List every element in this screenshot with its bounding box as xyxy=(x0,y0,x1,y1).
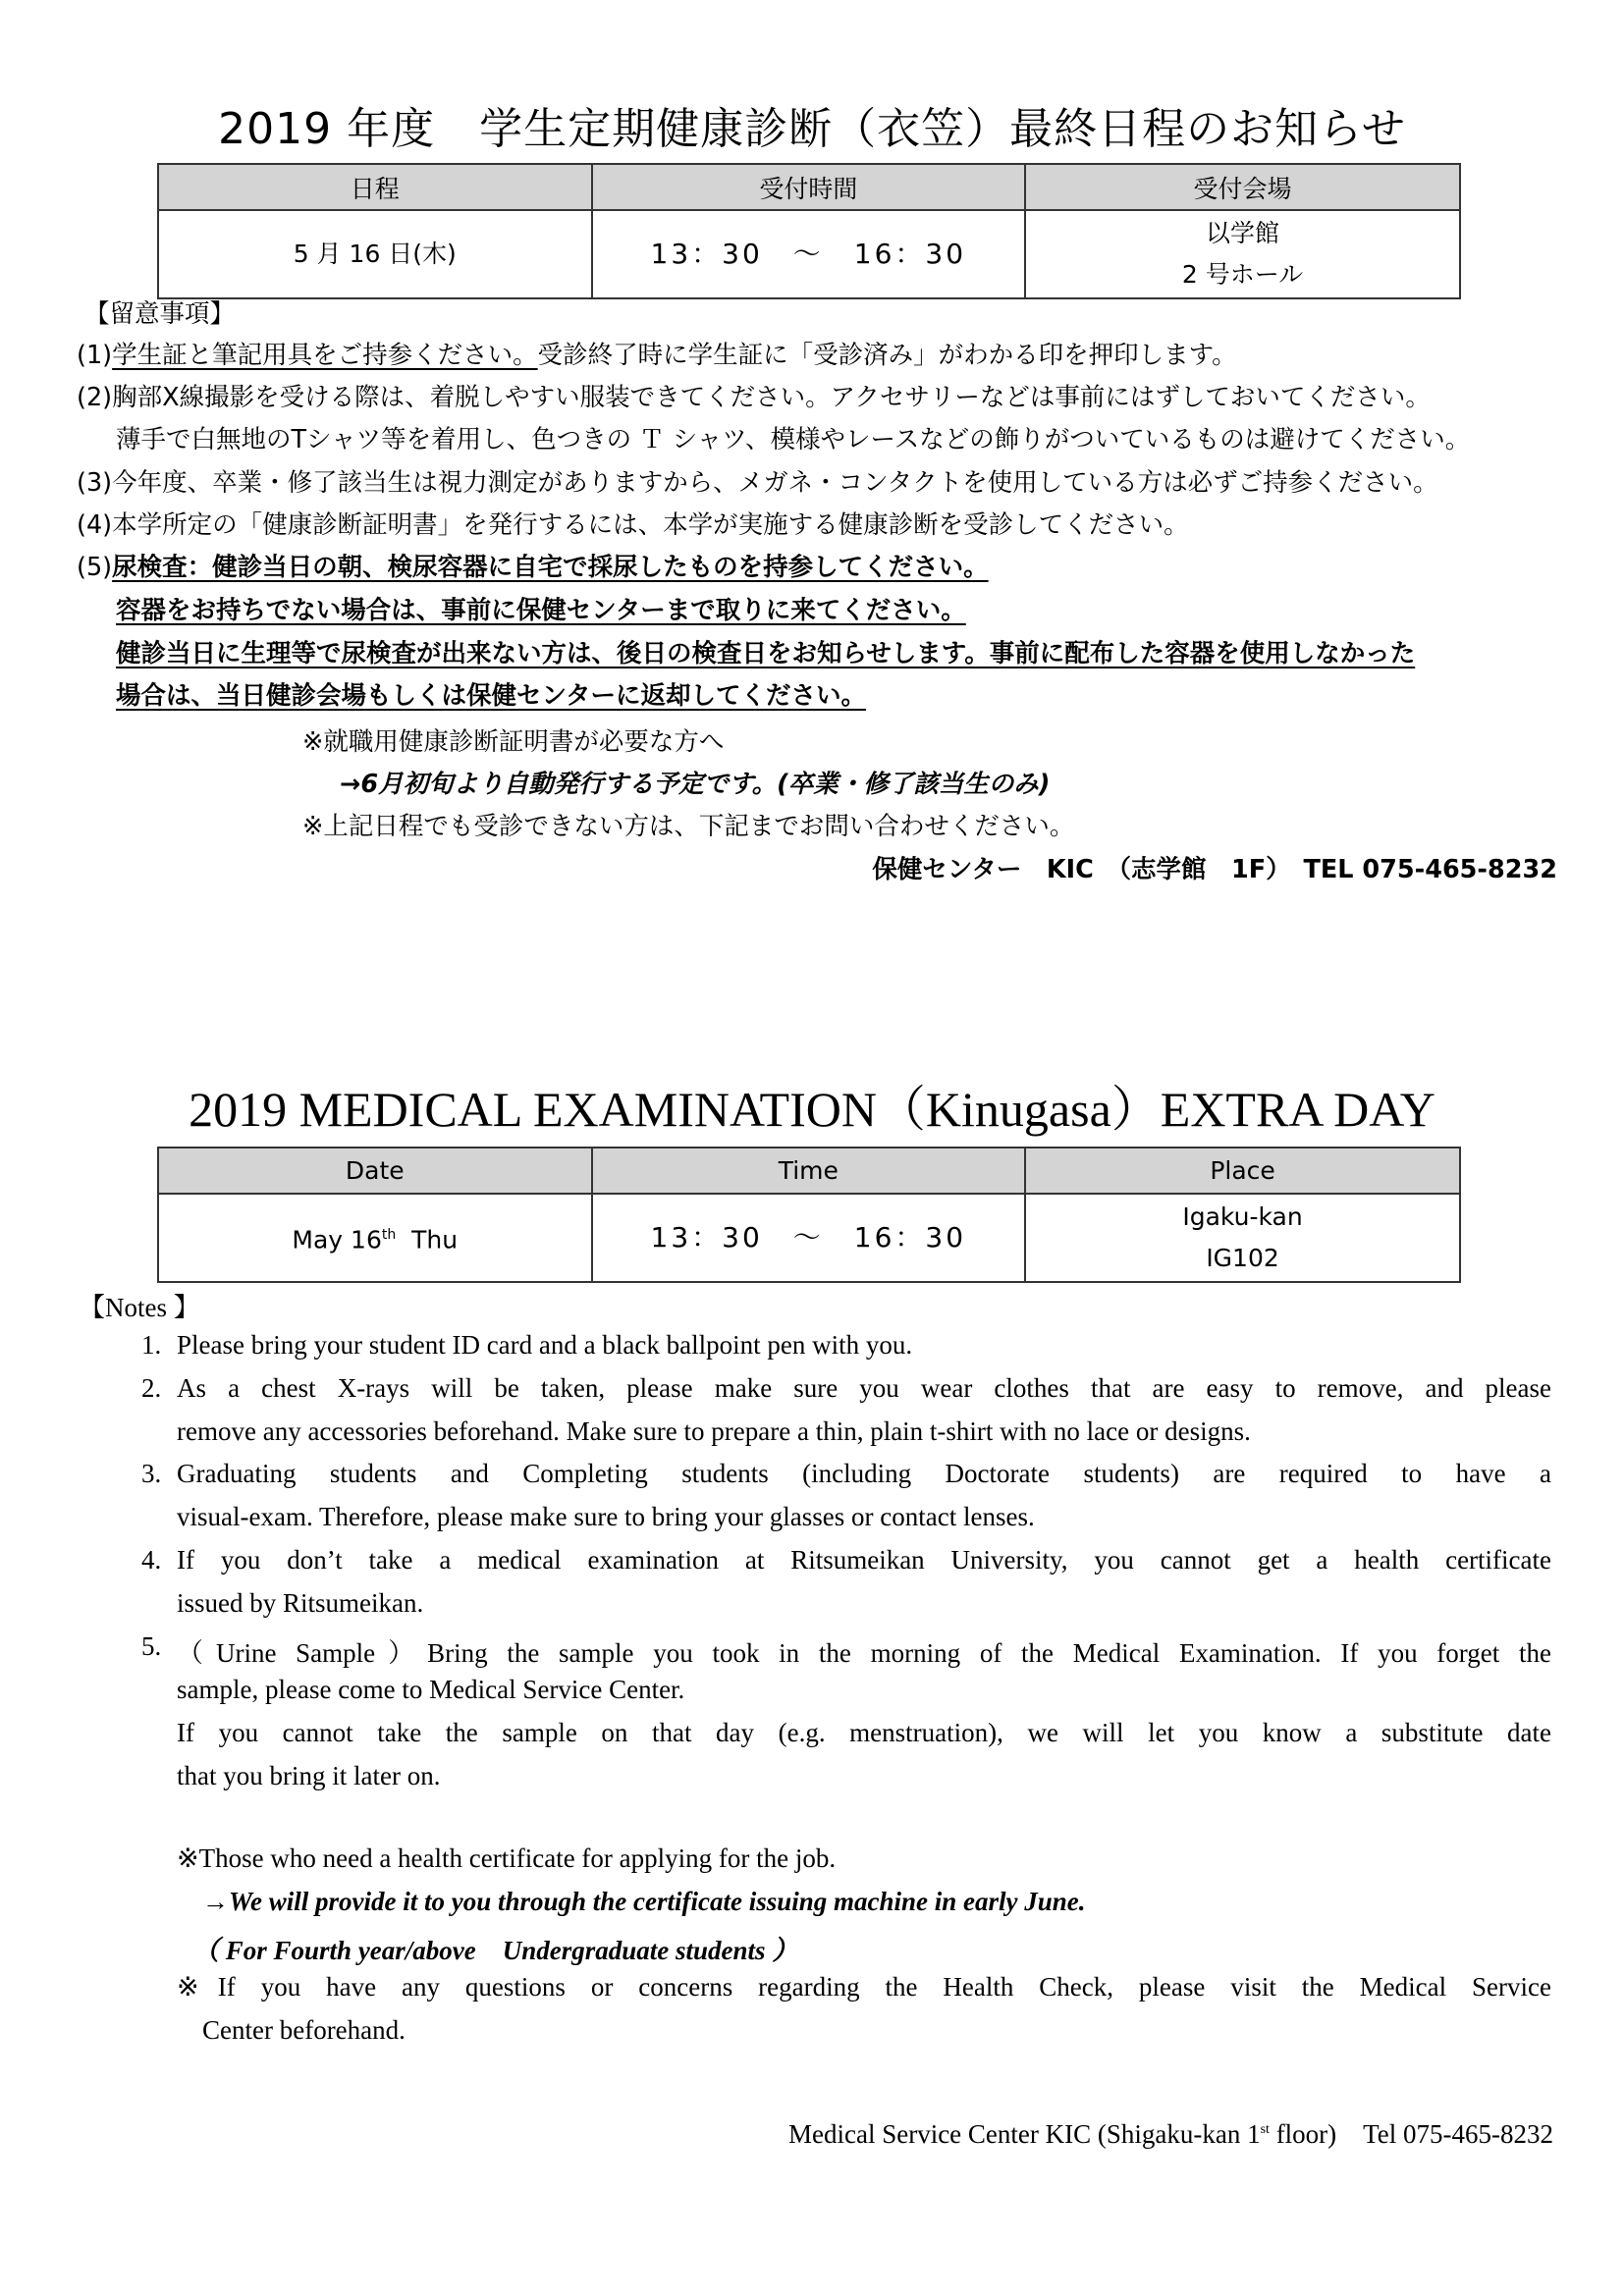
cell-time: 13：30 ～ 16：30 xyxy=(592,210,1026,298)
extra-3-jp: ※上記日程でも受診できない方は、下記までお問い合わせください。 xyxy=(302,812,1075,841)
cell-venue xyxy=(1025,210,1460,298)
col-header-venue: 受付会場 xyxy=(1025,164,1460,210)
place-line-2: IG102 xyxy=(1206,1244,1279,1272)
note-2b-en: remove any accessories beforehand. Make sure to prepare a thin, plain t-shirt with no lace or designs. xyxy=(177,1416,1251,1446)
note-5a-jp: (5)尿検査：健診当日の朝、検尿容器に自宅で採尿したものを持参してください。 xyxy=(77,553,989,582)
extra-3-en: （ For Fourth year/above Undergraduate students ） xyxy=(192,1936,799,1965)
note-4b-en: issued by Ritsumeikan. xyxy=(177,1588,424,1618)
note-5d-jp: 場合は、当日健診会場もしくは保健センターに返却してください。 xyxy=(116,681,866,711)
venue-line-2: 2 号ホール xyxy=(1181,260,1304,289)
contact-jp: 保健センター KIC （志学館 1F） TEL 075-465-8232 xyxy=(872,855,1557,884)
note-5d-en: that you bring it later on. xyxy=(177,1761,441,1790)
notes-heading-jp: 【留意事項】 xyxy=(84,299,236,329)
note-4a-en: If you don’t take a medical examination at Ritsumeikan University, you cannot get a health certificate xyxy=(177,1545,1551,1575)
note-5b-en: sample, please come to Medical Service Center. xyxy=(177,1675,685,1704)
note-5c-en: If you cannot take the sample on that day (e.g. menstruation), we will let you know a substitute date xyxy=(177,1718,1551,1747)
page-title-en: 2019 MEDICAL EXAMINATION（Kinugasa）EXTRA DAY xyxy=(189,1082,1435,1137)
note-3-num: 3. xyxy=(141,1459,162,1488)
table-row xyxy=(158,210,1460,298)
note-4-jp: (4)本学所定の「健康診断証明書」を発行するには、本学が実施する健康診断を受診してください。 xyxy=(77,510,1189,540)
col-header-place: Place xyxy=(1025,1148,1460,1194)
col-header-date: Date xyxy=(158,1148,592,1194)
extra-4b-en: Center beforehand. xyxy=(202,2015,406,2045)
table-row xyxy=(158,1194,1460,1282)
page-title-jp: 2019 年度 学生定期健康診断（衣笠）最終日程のお知らせ xyxy=(218,104,1406,154)
note-2a-en: As a chest X-rays will be taken, please make sure you wear clothes that are easy to remove, and please xyxy=(177,1373,1551,1403)
col-header-date: 日程 xyxy=(158,164,592,210)
extra-2-en: →We will provide it to you through the certificate issuing machine in early June. xyxy=(202,1887,1086,1916)
contact-en: Medical Service Center KIC (Shigaku-kan 1st floor) Tel 075-465-8232 xyxy=(787,2119,1553,2149)
note-5-num: 5. xyxy=(141,1631,162,1661)
schedule-table-jp xyxy=(157,163,1461,299)
extra-1-jp: ※就職用健康診断証明書が必要な方へ xyxy=(302,727,725,757)
extra-1-en: ※Those who need a health certificate for applying for the job. xyxy=(177,1843,837,1873)
note-2b-jp: 薄手で白無地のTシャツ等を着用し、色つきの Ｔ シャツ、模様やレースなどの飾りがついているものは避けてください。 xyxy=(116,425,1471,454)
place-line-1: Igaku-kan xyxy=(1182,1202,1303,1231)
note-1-en: Please bring your student ID card and a black ballpoint pen with you. xyxy=(177,1330,913,1360)
col-header-time: 受付時間 xyxy=(592,164,1026,210)
note-3-jp: (3)今年度、卒業・修了該当生は視力測定がありますから、メガネ・コンタクトを使用している方は必ずご持参ください。 xyxy=(77,468,1438,498)
note-2a-jp: (2)胸部X線撮影を受ける際は、着脱しやすい服装できてください。アクセサリーなどは事前にはずしておいてください。 xyxy=(77,383,1431,412)
note-3a-en: Graduating students and Completing students (including Doctorate students) are required to have a xyxy=(177,1459,1551,1488)
note-4-num: 4. xyxy=(141,1545,162,1575)
cell-date: 5 月 16 日(木) xyxy=(158,210,592,298)
schedule-table-en xyxy=(157,1147,1461,1283)
note-1-num: 1. xyxy=(141,1330,162,1360)
note-5c-jp: 健診当日に生理等で尿検査が出来ない方は、後日の検査日をお知らせします。事前に配布した容器を使用しなかった xyxy=(116,639,1416,668)
cell-time: 13：30 ～ 16：30 xyxy=(592,1194,1026,1282)
notes-heading-en: 【Notes 】 xyxy=(79,1293,200,1322)
venue-line-1: 以学館 xyxy=(1206,219,1280,247)
extra-2-jp: →6月初旬より自動発行する予定です。(卒業・修了該当生のみ) xyxy=(340,770,1051,799)
note-5a-en: （Urine Sample）Bring the sample you took in the morning of the Medical Examination. If you forget the xyxy=(177,1638,1551,1668)
note-3b-en: visual-exam. Therefore, please make sure to bring your glasses or contact lenses. xyxy=(177,1502,1035,1531)
table-header-row xyxy=(158,164,1460,210)
note-2-num: 2. xyxy=(141,1373,162,1403)
table-header-row xyxy=(158,1148,1460,1194)
cell-date: May 16th Thu xyxy=(158,1194,592,1282)
extra-4a-en: ※If you have any questions or concerns regarding the Health Check, please visit the Medical Service xyxy=(177,1972,1551,2002)
note-5b-jp: 容器をお持ちでない場合は、事前に保健センターまで取りに来てください。 xyxy=(116,596,966,625)
note-1-jp: (1)学生証と筆記用具をご持参ください。受診終了時に学生証に「受診済み」がわかる印を押印します。 xyxy=(77,341,1237,370)
col-header-time: Time xyxy=(592,1148,1026,1194)
cell-place xyxy=(1025,1194,1460,1282)
